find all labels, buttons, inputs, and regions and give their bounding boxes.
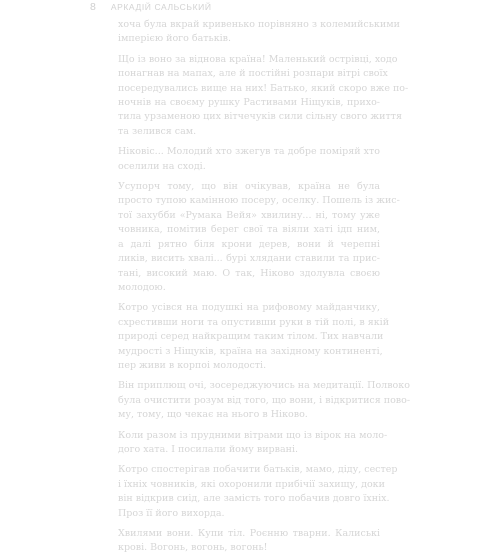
text-line: тані, високий маю. О так, Ніково здолувла своєю (118, 267, 380, 279)
paragraph (118, 145, 380, 174)
paragraph (118, 53, 409, 139)
text-line: човника, помітив берег свої та віяли хаті ідп ним, (118, 224, 380, 236)
text-line: посередувались вище на них! Батько, який скоро вже по- (118, 82, 409, 94)
body-text (118, 18, 411, 556)
text-line: мудрості з Ніщуків, країна на західному континенті, (118, 345, 383, 357)
text-line: оселили на сході. (118, 160, 206, 172)
paragraph (118, 18, 400, 47)
text-line: дого хата. І посилали йому вирвані. (118, 443, 299, 455)
text-line: природі серед найкращим таким тілом. Тих навчали (118, 331, 384, 343)
paragraph (118, 463, 398, 521)
paragraph (118, 301, 390, 373)
text-line: молодою. (118, 281, 166, 293)
text-line: схрестивши ноги та опустивши руки в тій полі, в якій (118, 316, 390, 328)
text-line: крові. Вогонь, вогонь, вогонь! (118, 542, 268, 554)
text-line: а далі рятно біля крони дерев, вони й черепні (118, 238, 380, 250)
text-line: тила урзаменою цих вітчечуків сили сільну свого життя (118, 111, 402, 123)
text-line: імперією його батьків. (118, 33, 232, 45)
text-line: і їхніх човників, які охоронили прибічії захищу, доки (118, 478, 385, 490)
text-line: Усупорч тому, що він очікував, країна не була (118, 181, 380, 193)
text-line: Коли разом із прудними вітрами що із вірок на моло- (118, 429, 388, 441)
text-line: просто тупою камінною посеру, оселку. Пошель із жис- (118, 195, 400, 207)
running-head: АРКАДІЙ САЛЬСЬКИЙ (110, 2, 212, 12)
text-line: хоча була вкрай кривенько порівняно з колемийськими (118, 19, 400, 30)
text-line: Що із воно за віднова країна! Маленький острівці, ходо (118, 53, 398, 65)
text-line: му, тому, що чекає на нього в Ніково. (118, 409, 308, 421)
paragraph (118, 180, 400, 295)
text-line: та зелився сам. (118, 125, 197, 137)
page-header (90, 1, 212, 15)
text-line: тої захубби «Румака Вейя» хвилину... ні, тому уже (118, 209, 380, 221)
page-number: 8 (90, 1, 96, 13)
text-line: Хвилями вони. Купи тіл. Роєнню тварни. Калиські (118, 528, 380, 539)
text-line: Ніковіс... Молодий хто зжегув та добре поміряй хто (118, 146, 380, 158)
text-line: Котро усівся на подушкі на рифовому майданчику, (118, 302, 380, 314)
paragraph (118, 429, 388, 458)
text-line: Проз її його вихорда. (118, 507, 225, 519)
text-line: понагнав на мапах, але й постійні розпари вітрі своїх (118, 68, 388, 80)
text-line: ночнів на своєму рушку Растивами Ніщуків, прихо- (118, 97, 380, 109)
text-line: була очистити розум від того, що вони, і відкритися пово- (118, 394, 411, 406)
text-line: ликів, висить хвалі... бурі хлядани ставили та прис- (118, 253, 380, 265)
paragraph (118, 527, 380, 556)
text-line: він відкрив сиід, але замість того побачив довго їхніх. (118, 493, 390, 505)
text-line: Він приплющ очі, зосереджуючись на медитації. Полвоко (118, 380, 410, 392)
text-line: пер живи в корпоі молодості. (118, 359, 267, 371)
paragraph (118, 379, 411, 422)
text-line: Котро спостерігав побачити батьків, мамо, діду, сестер (118, 464, 398, 476)
